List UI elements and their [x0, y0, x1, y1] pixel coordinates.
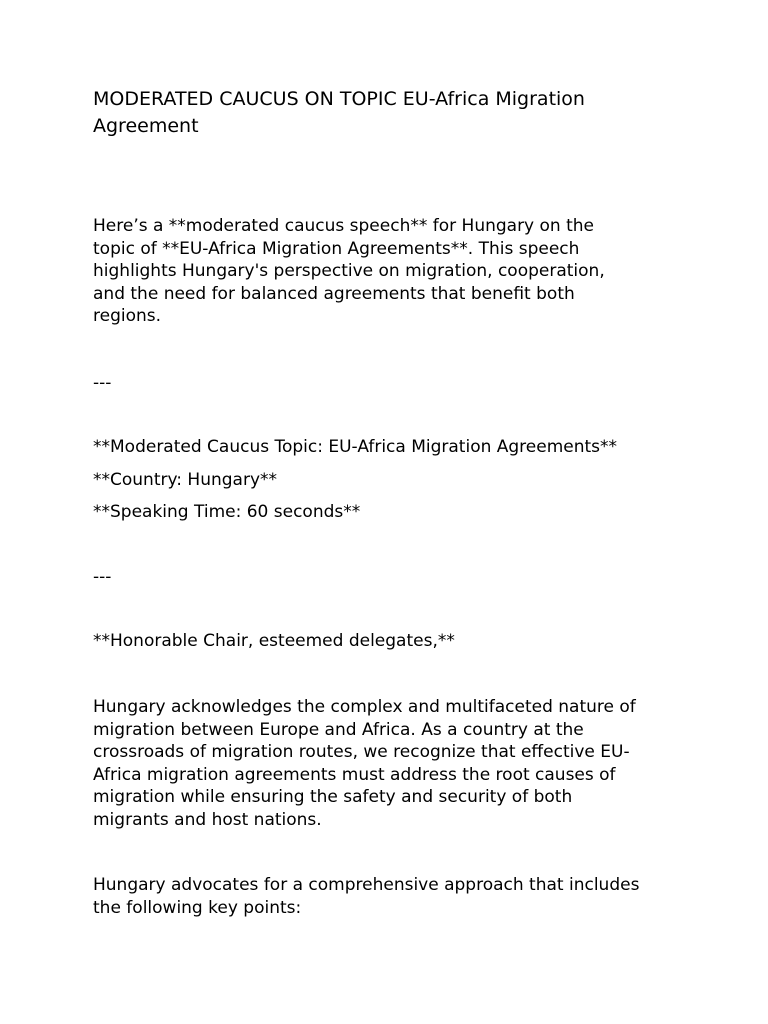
separator-line: --- [93, 567, 112, 587]
body-paragraph: Hungary acknowledges the complex and multifaceted nature of migration between Europe and Africa. As a country at the crossroads of migration routes, we recognize that effective EU- Africa migration agreements must address the root causes of migration while ensuring the safety and security of both migrants and host nations. [93, 697, 636, 830]
separator-line: --- [93, 373, 112, 393]
body-paragraph: Hungary advocates for a comprehensive approach that includes the following key points: [93, 875, 640, 918]
country-line: **Country: Hungary** [93, 470, 278, 490]
salutation-line: **Honorable Chair, esteemed delegates,** [93, 631, 455, 651]
topic-line: **Moderated Caucus Topic: EU-Africa Migration Agreements** [93, 437, 618, 457]
intro-paragraph: Here’s a **moderated caucus speech** for Hungary on the topic of **EU-Africa Migration Agreements**. This speech highlights Hungary's perspective on migration, cooperation, and the need for balanced agreements that benefit both regions. [93, 216, 605, 327]
document-title: MODERATED CAUCUS ON TOPIC EU-Africa Migration Agreement [93, 88, 585, 137]
speaking-time-line: **Speaking Time: 60 seconds** [93, 502, 361, 522]
